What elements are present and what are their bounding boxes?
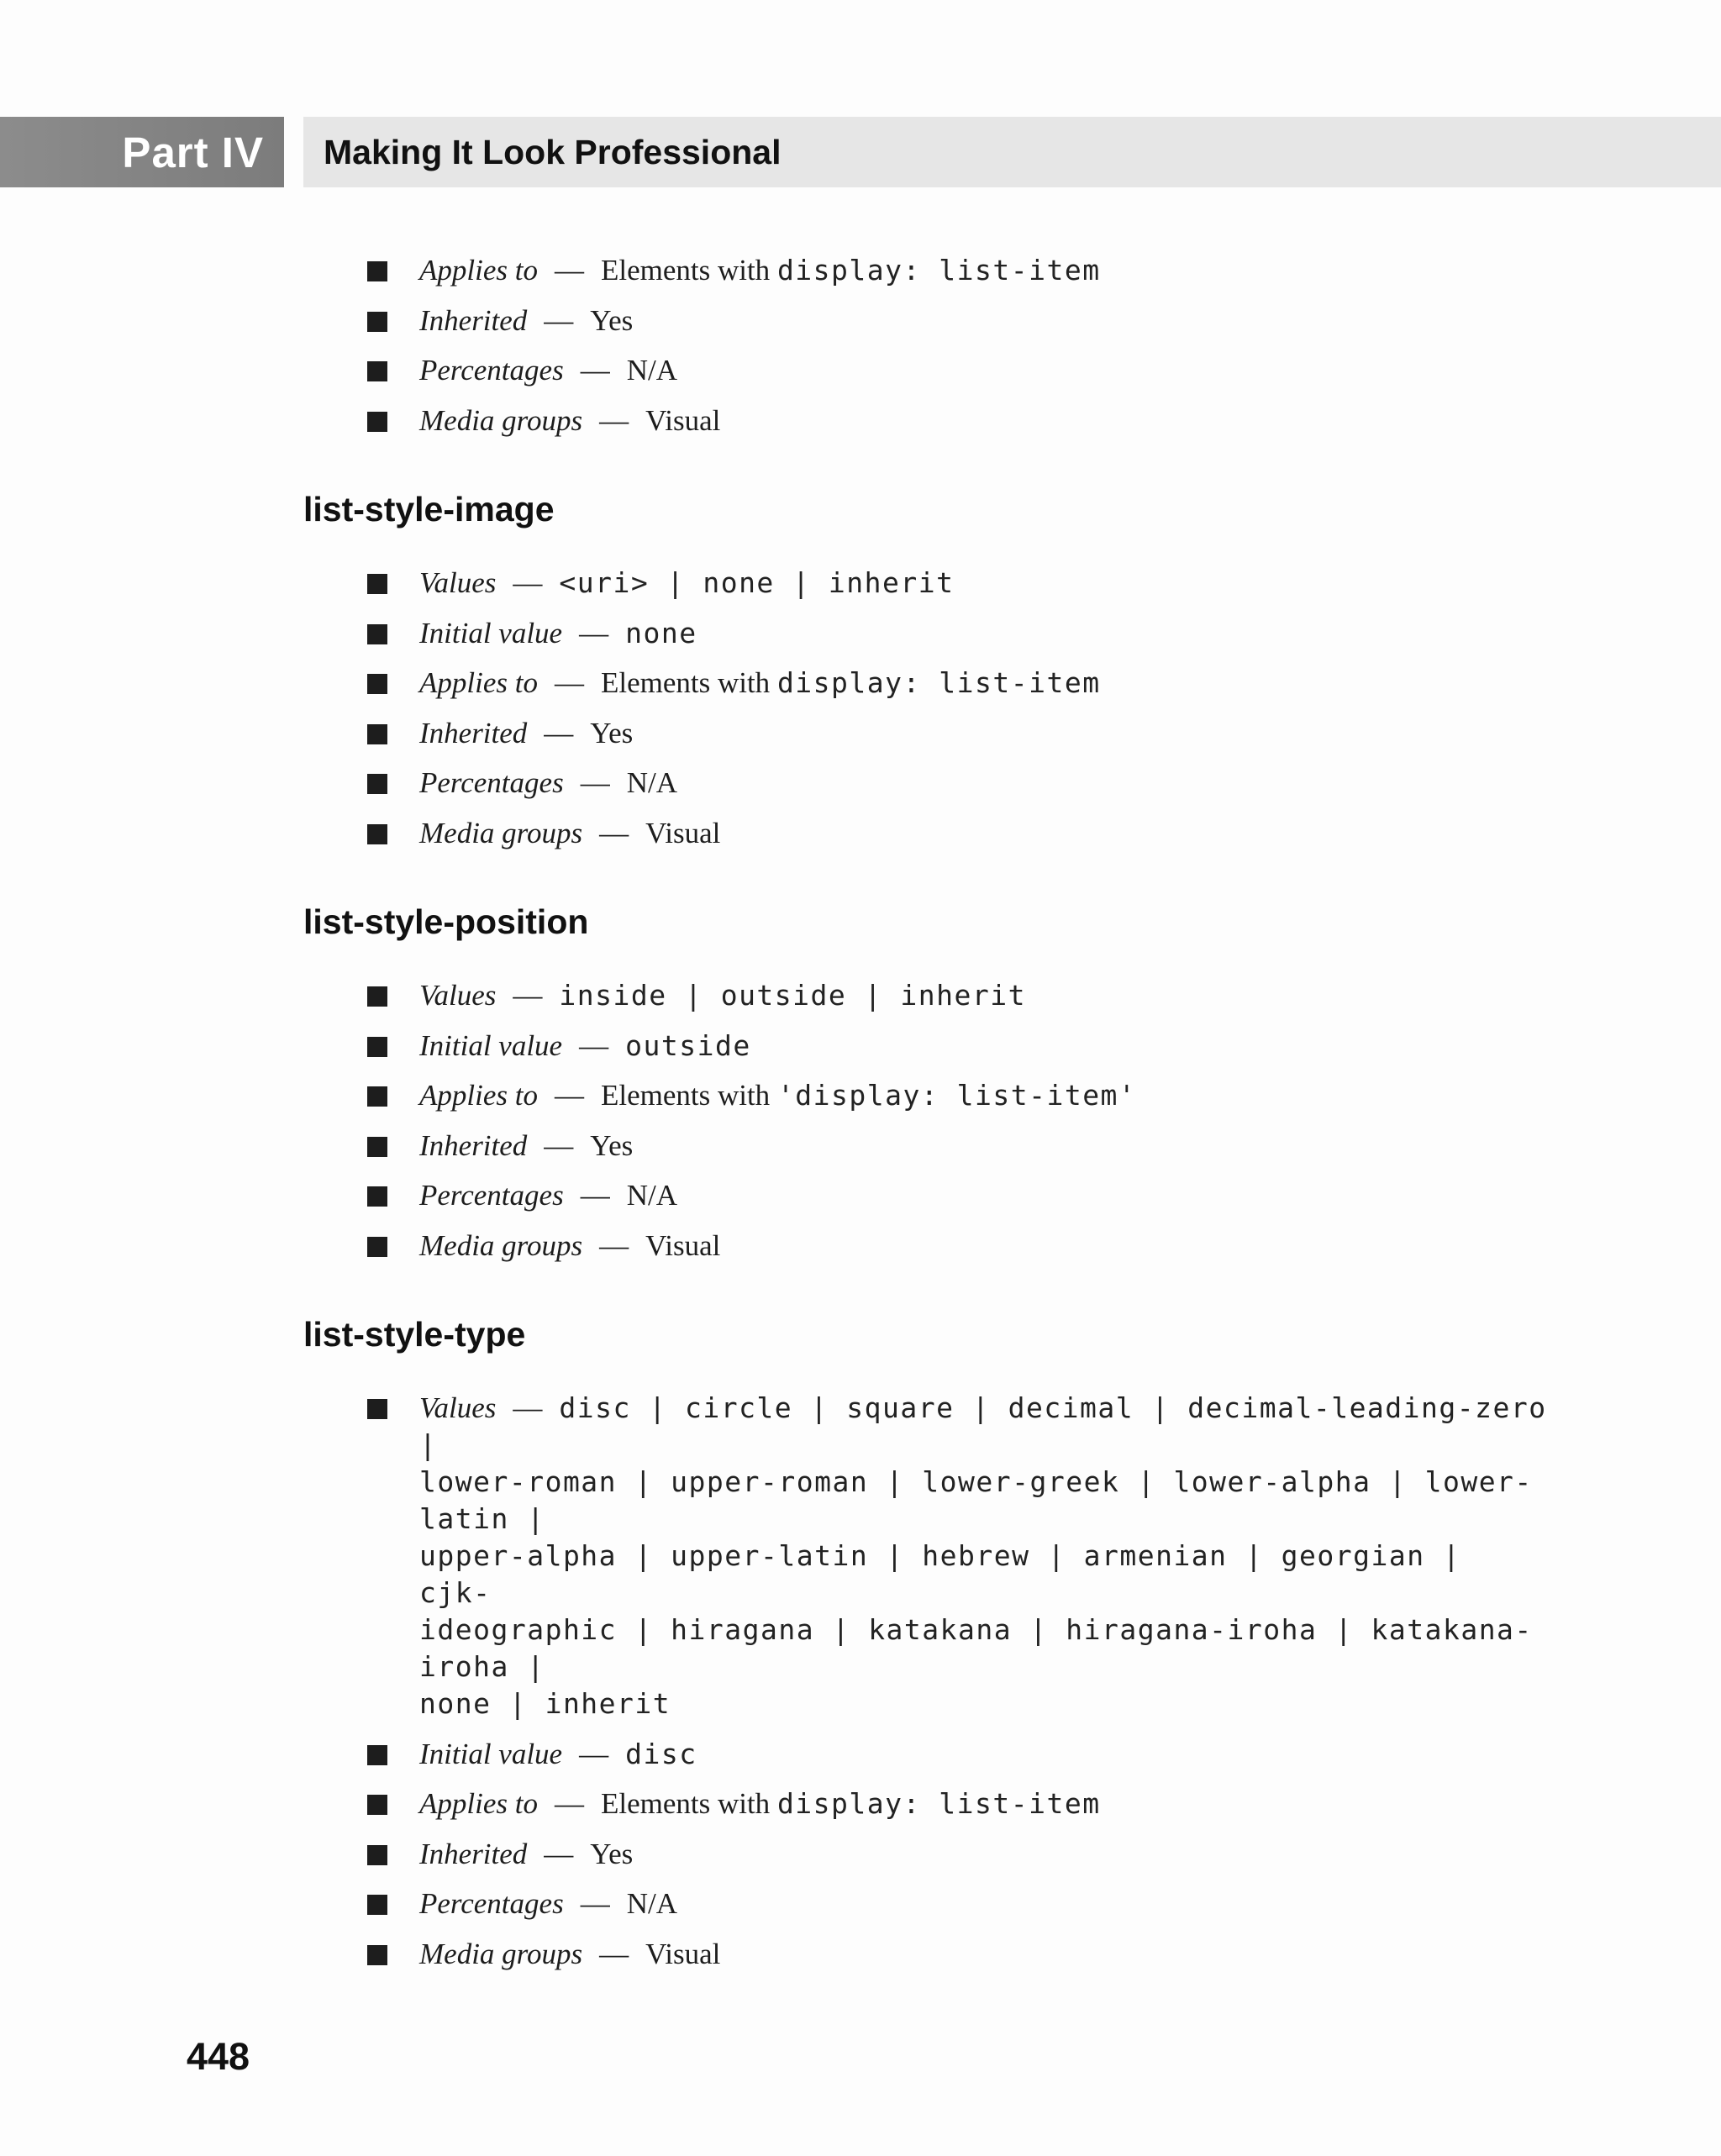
em-dash: — [579,1028,609,1062]
section-heading-list-style-image: list-style-image [303,490,555,528]
square-bullet-icon [367,1795,387,1815]
property-name: Applies to [419,1787,538,1820]
property-name: Initial value [419,1737,563,1770]
em-dash: — [554,1079,584,1112]
square-bullet-icon [367,261,387,281]
em-dash: — [580,1887,610,1920]
property-name: Initial value [419,1028,563,1062]
square-bullet-icon [367,1399,387,1419]
property-code-line: none | inherit [419,1687,671,1720]
list-item [367,665,1547,702]
list-item [367,715,1547,752]
intro-property-list [303,252,1547,439]
em-dash: — [544,716,574,749]
property-value: Yes [590,303,634,337]
property-code: disc [625,1737,697,1770]
em-dash: — [580,354,610,387]
list-item [367,765,1547,802]
property-code-line: ideographic | hiragana | katakana | hiragana-iroha | katakana-iroha | [419,1613,1533,1683]
property-list-list-style-type [303,1390,1547,1973]
list-item [367,1177,1547,1214]
list-item [367,252,1547,289]
square-bullet-icon [367,624,387,644]
list-item [367,615,1547,652]
property-value: Elements with [600,666,777,699]
property-name: Inherited [419,1128,528,1162]
property-code-line: upper-alpha | upper-latin | hebrew | armenian | georgian | cjk- [419,1539,1461,1609]
property-code: <uri> | none | inherit [559,566,955,599]
square-bullet-icon [367,1945,387,1965]
list-item [367,1390,1547,1722]
property-code: display: list-item [776,1787,1101,1820]
part-label: Part IV [122,128,264,176]
list-item [367,565,1547,602]
property-value: Yes [590,1128,634,1162]
list-item [367,1785,1547,1822]
list-item [367,1836,1547,1873]
square-bullet-icon [367,1745,387,1765]
chapter-title: Making It Look Professional [324,132,782,171]
property-value: Yes [590,1837,634,1870]
list-item [367,352,1547,389]
property-value: Elements with [600,1787,777,1820]
square-bullet-icon [367,674,387,694]
square-bullet-icon [367,724,387,744]
property-value: N/A [626,354,677,387]
property-code: display: list-item [776,254,1101,287]
list-item [367,815,1547,852]
section-heading-list-style-position: list-style-position [303,902,589,941]
property-code: 'display: list-item' [776,1079,1137,1112]
list-item [367,1028,1547,1065]
property-name: Media groups [419,1228,583,1262]
square-bullet-icon [367,1037,387,1057]
part-tab [0,117,284,187]
property-name: Initial value [419,616,563,649]
property-name: Percentages [419,766,564,799]
em-dash: — [599,403,629,437]
list-item [367,1936,1547,1973]
list-item [367,1885,1547,1922]
property-name: Inherited [419,1837,528,1870]
property-name: Inherited [419,303,528,337]
square-bullet-icon [367,774,387,794]
property-name: Media groups [419,816,583,849]
property-code: inside | outside | inherit [559,979,1026,1012]
property-code: display: list-item [776,666,1101,699]
em-dash: — [544,1128,574,1162]
square-bullet-icon [367,1845,387,1865]
list-item [367,402,1547,439]
property-value: Visual [645,1937,721,1970]
em-dash: — [579,1737,609,1770]
property-list-list-style-position [303,977,1547,1265]
em-dash: — [599,816,629,849]
square-bullet-icon [367,574,387,594]
square-bullet-icon [367,1186,387,1207]
em-dash: — [580,1179,610,1212]
property-value: Elements with [600,254,777,287]
property-name: Percentages [419,354,564,387]
property-value: Visual [645,816,721,849]
property-list-list-style-image [303,565,1547,852]
square-bullet-icon [367,412,387,432]
property-name: Media groups [419,403,583,437]
property-value: Yes [590,716,634,749]
list-item [367,1128,1547,1165]
property-code-line: lower-roman | upper-roman | lower-greek | lower-alpha | lower-latin | [419,1465,1533,1535]
em-dash: — [513,566,543,599]
em-dash: — [554,254,584,287]
property-name: Inherited [419,716,528,749]
em-dash: — [579,616,609,649]
property-name: Percentages [419,1887,564,1920]
em-dash: — [554,666,584,699]
property-name: Percentages [419,1179,564,1212]
property-value: Visual [645,403,721,437]
property-name: Applies to [419,1079,538,1112]
em-dash: — [599,1937,629,1970]
em-dash: — [580,766,610,799]
property-value: Visual [645,1228,721,1262]
property-value: N/A [626,766,677,799]
list-item [367,1077,1547,1114]
em-dash: — [544,303,574,337]
property-code: outside [625,1028,751,1062]
property-value: Elements with [600,1079,777,1112]
square-bullet-icon [367,1137,387,1157]
list-item [367,977,1547,1014]
em-dash: — [513,1391,543,1424]
square-bullet-icon [367,1237,387,1257]
chapter-header [303,117,1721,187]
square-bullet-icon [367,824,387,844]
property-name: Values [419,566,497,599]
property-code: none [625,616,697,649]
property-name: Values [419,979,497,1012]
property-code-line: disc | circle | square | decimal | decimal-leading-zero | [419,1391,1547,1461]
property-name: Media groups [419,1937,583,1970]
property-value: N/A [626,1179,677,1212]
square-bullet-icon [367,361,387,381]
em-dash: — [599,1228,629,1262]
property-name: Applies to [419,666,538,699]
square-bullet-icon [367,1086,387,1107]
property-name: Applies to [419,254,538,287]
square-bullet-icon [367,986,387,1007]
property-name: Values [419,1391,497,1424]
list-item [367,1228,1547,1265]
page-number: 448 [187,2035,250,2078]
list-item [367,302,1547,339]
em-dash: — [554,1787,584,1820]
em-dash: — [544,1837,574,1870]
square-bullet-icon [367,312,387,332]
section-heading-list-style-type: list-style-type [303,1315,526,1354]
property-value: N/A [626,1887,677,1920]
square-bullet-icon [367,1895,387,1915]
em-dash: — [513,979,543,1012]
list-item [367,1736,1547,1773]
page-content [303,252,1547,1985]
